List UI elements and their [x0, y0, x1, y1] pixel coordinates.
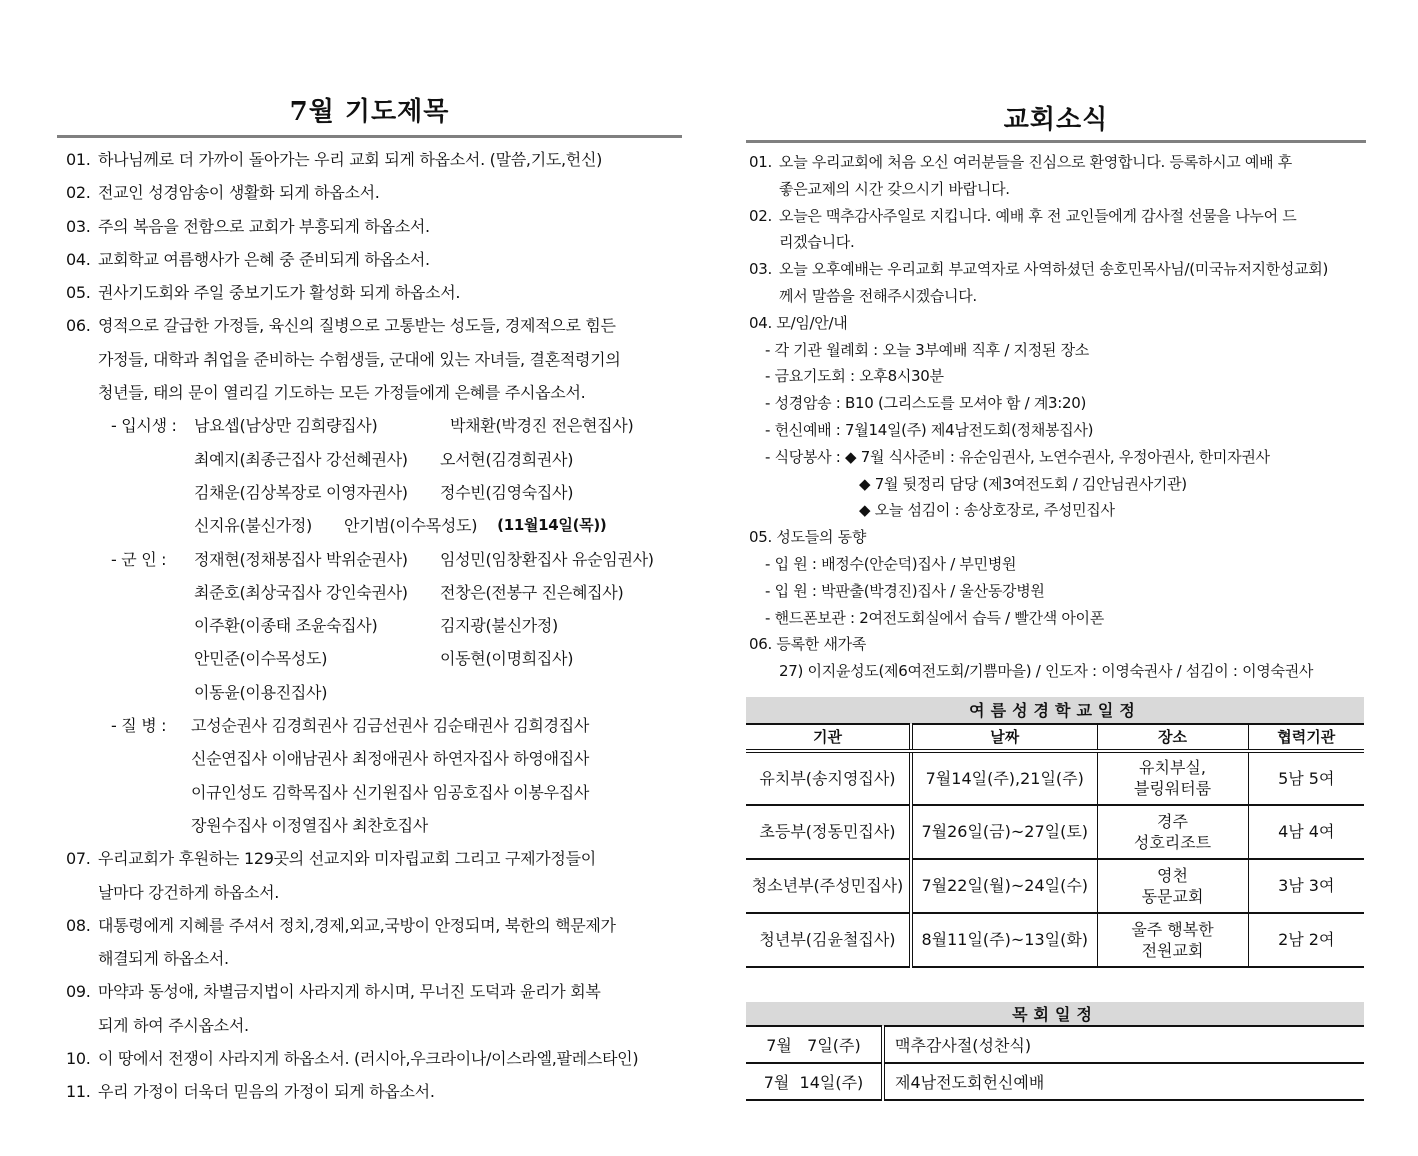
item-text: 오늘 우리교회에 처음 오신 여러분들을 진심으로 환영합니다. 등록하시고 예배 후 — [779, 153, 1292, 171]
name-entry: 안기범(이수목성도) — [344, 516, 478, 536]
table-row — [746, 805, 1364, 859]
item-text-cont: 해결되게 하옵소서. — [98, 949, 229, 969]
item-text-cont: 께서 말씀을 전해주시겠습니다. — [779, 286, 977, 305]
prayer-item — [66, 276, 682, 309]
meeting-item: - 헌신예배 : 7월14일(주) 제4남전도회(정채봉집사) — [765, 420, 1094, 439]
pastoral-table-title: 목회일정 — [746, 1002, 1364, 1026]
member-item: - 핸드폰보관 : 2여전도회실에서 습득 / 빨간색 아이폰 — [765, 608, 1104, 627]
prayer-item — [66, 176, 682, 209]
sick-names — [191, 709, 589, 842]
place-line: 유치부실, — [1139, 758, 1206, 778]
sick-group — [66, 709, 682, 842]
item-number: 02. — [749, 206, 772, 225]
item-text-cont: 되게 하여 주시옵소서. — [98, 1015, 249, 1035]
item-text-cont: 리겠습니다. — [779, 233, 855, 252]
prayer-item — [66, 309, 682, 409]
item-number: 02. — [66, 183, 91, 203]
name-entry: 김지광(불신가정) — [440, 616, 558, 636]
date-cell: 7월 7일(주) — [746, 1026, 883, 1063]
vbs-schedule-table — [746, 697, 1364, 968]
place-line: 울주 행복한 — [1131, 919, 1214, 939]
prayer-topics-section — [57, 90, 682, 1109]
prayer-list — [57, 143, 682, 1109]
item-text: 전교인 성경암송이 생활화 되게 하옵소서. — [98, 183, 380, 203]
prayer-topics-title: 7월 기도제목 — [289, 97, 450, 127]
item-text: 대통령에게 지혜를 주셔서 정치,경제,외교,국방이 안정되며, 북한의 핵문제가 — [98, 915, 616, 935]
students-group — [66, 409, 682, 542]
item-text: 오늘은 맥추감사주일로 지킵니다. 예배 후 전 교인들에게 감사절 선물을 나누어 드 — [779, 206, 1297, 225]
news-list — [746, 149, 1366, 685]
name-line: 신순연집사 이애남권사 최정애권사 하연자집사 하영애집사 — [191, 749, 590, 769]
title-divider — [57, 135, 682, 138]
item-text: 교회학교 여름행사가 은혜 중 준비되게 하옵소서. — [98, 249, 430, 269]
item-number: 10. — [66, 1049, 91, 1069]
item-text: 오늘 오후예배는 우리교회 부교역자로 사역하셨던 송호민목사님/(미국뉴저지한성교회) — [779, 260, 1329, 279]
item-number: 03. — [749, 260, 772, 279]
prayer-item — [66, 842, 682, 909]
members-heading: 05. 성도들의 동향 — [749, 528, 867, 547]
prayer-item — [66, 1075, 682, 1108]
table-row — [746, 913, 1364, 967]
meeting-item: - 식당봉사 : ◆ 7월 식사준비 : 유순임권사, 노연수권사, 우정아권사, 한미자권사 — [765, 447, 1270, 466]
name-entry: 이주환(이종태 조윤숙집사) — [194, 616, 378, 636]
church-news-section — [746, 100, 1366, 1101]
meetings-heading: 04. 모/임/안/내 — [749, 313, 848, 332]
table-row — [746, 751, 1364, 805]
item-text-cont: 좋은교제의 시간 갖으시기 바랍니다. — [779, 179, 1010, 198]
dept-cell: 초등부(정동민집사) — [746, 805, 911, 859]
item-text-cont: 가정들, 대학과 취업을 준비하는 수험생들, 군대에 있는 자녀들, 결혼적령기의 — [98, 349, 621, 369]
col-header-dept: 기관 — [746, 724, 911, 751]
item-text: 주의 복음을 전함으로 교회가 부흥되게 하옵소서. — [98, 216, 430, 236]
meeting-item: - 성경암송 : B10 (그리스도를 모셔야 함 / 계3:20) — [765, 394, 1087, 413]
item-text: 영적으로 갈급한 가정들, 육신의 질병으로 고통받는 성도들, 경제적으로 힘든 — [98, 316, 616, 336]
member-item: - 입 원 : 배정수(안순덕)집사 / 부민병원 — [765, 554, 1017, 573]
dept-cell: 청소년부(주성민집사) — [746, 859, 911, 913]
date-cell: 7월26일(금)~27일(토) — [911, 805, 1097, 859]
place-line: 영천 — [1157, 865, 1188, 885]
item-number: 01. — [749, 153, 772, 171]
item-number: 03. — [66, 216, 91, 236]
item-number: 07. — [66, 849, 91, 869]
name-entry: 전창은(전봉구 진은혜집사) — [440, 582, 624, 602]
meeting-item: - 각 기관 월례회 : 오늘 3부예배 직후 / 지정된 장소 — [765, 340, 1089, 359]
news-item — [749, 149, 1366, 203]
staff-cell: 2남 2여 — [1248, 913, 1364, 967]
item-number: 11. — [66, 1082, 91, 1102]
name-line: 장원수집사 이정열집사 최찬호집사 — [191, 815, 428, 835]
item-number: 01. — [66, 150, 91, 169]
date-cell: 8월11일(주)~13일(화) — [911, 913, 1097, 967]
item-number: 08. — [66, 915, 91, 935]
soldiers-names — [194, 543, 654, 709]
place-line: 성호리조트 — [1133, 832, 1212, 852]
item-text: 권사기도회와 주일 중보기도가 활성화 되게 하옵소서. — [98, 283, 461, 303]
place-line: 전원교회 — [1141, 940, 1204, 960]
soldiers-label: - 군 인 : — [111, 549, 167, 569]
prayer-item — [66, 1042, 682, 1075]
name-line: 이규인성도 김학목집사 신기원집사 임공호집사 이봉우집사 — [191, 782, 590, 802]
place-cell — [1097, 859, 1248, 913]
meeting-bullet: ◆ 7월 뒷정리 담당 (제3여전도회 / 김안님권사기관) — [859, 474, 1187, 493]
place-line: 블링워터룸 — [1133, 779, 1212, 799]
name-entry: 박채환(박경진 전은현집사) — [450, 416, 634, 436]
date-cell: 7월 14일(주) — [746, 1063, 883, 1100]
place-line: 경주 — [1157, 811, 1188, 831]
prayer-item — [66, 909, 682, 976]
place-line: 동문교회 — [1141, 886, 1204, 906]
name-entry: 오서현(김경희권사) — [440, 449, 574, 469]
prayer-item — [66, 143, 682, 176]
title-divider — [746, 140, 1366, 143]
staff-cell: 3남 3여 — [1248, 859, 1364, 913]
meeting-item: - 금요기도회 : 오후8시30분 — [765, 367, 944, 386]
name-entry: 신지유(불신가정) — [194, 516, 312, 536]
prayer-item — [66, 243, 682, 276]
name-entry: 남요셉(남상만 김희량집사) — [194, 416, 378, 436]
event-cell: 맥추감사절(성찬식) — [883, 1026, 1364, 1063]
name-entry: 이동윤(이용진집사) — [194, 682, 328, 702]
name-entry: 최예지(최종근집사 강선혜권사) — [194, 449, 408, 469]
students-names — [194, 409, 633, 542]
col-header-staff: 협력기관 — [1248, 724, 1364, 751]
name-entry: 이동현(이명희집사) — [440, 649, 574, 669]
item-text-cont: 청년들, 태의 문이 열리길 기도하는 모든 가정들에게 은혜를 주시옵소서. — [98, 383, 586, 403]
exam-date-note: (11월14일(목)) — [497, 516, 607, 535]
staff-cell: 4남 4여 — [1248, 805, 1364, 859]
name-entry: 안민준(이수목성도) — [194, 649, 328, 669]
newfamily-item: 27) 이지윤성도(제6여전도회/기쁨마을) / 인도자 : 이영숙권사 / 섬김이 : 이영숙권사 — [779, 662, 1314, 681]
item-text-cont: 날마다 강건하게 하옵소서. — [98, 882, 280, 902]
dept-cell: 청년부(김윤철집사) — [746, 913, 911, 967]
col-header-place: 장소 — [1097, 724, 1248, 751]
member-item: - 입 원 : 박판출(박경진)집사 / 울산동강병원 — [765, 581, 1045, 600]
name-entry: 임성민(임창환집사 유순임권사) — [440, 549, 654, 569]
name-entry: 김채운(김상복장로 이영자권사) — [194, 482, 408, 502]
item-text: 우리교회가 후원하는 129곳의 선교지와 미자립교회 그리고 구제가정들이 — [98, 849, 596, 869]
vbs-table-title: 여름성경학교일정 — [746, 697, 1364, 724]
prayer-item — [66, 975, 682, 1042]
news-item — [749, 203, 1366, 257]
item-text: 하나님께로 더 가까이 돌아가는 우리 교회 되게 하옵소서. (말씀,기도,헌신) — [98, 150, 603, 169]
dept-cell: 유치부(송지영집사) — [746, 751, 911, 805]
col-header-date: 날짜 — [911, 724, 1097, 751]
name-entry: 최준호(최상국집사 강인숙권사) — [194, 582, 408, 602]
prayer-item — [66, 210, 682, 243]
students-label: - 입시생 : — [111, 416, 177, 436]
item-number: 04. — [66, 249, 91, 269]
item-text: 이 땅에서 전쟁이 사라지게 하옵소서. (러시아,우크라이나/이스라엘,팔레스타인) — [98, 1049, 639, 1069]
item-number: 05. — [66, 283, 91, 303]
date-cell: 7월22일(월)~24일(수) — [911, 859, 1097, 913]
table-row — [746, 1063, 1364, 1100]
pastoral-schedule-table — [746, 1002, 1364, 1101]
place-cell — [1097, 751, 1248, 805]
place-cell — [1097, 805, 1248, 859]
table-row — [746, 859, 1364, 913]
soldiers-group — [66, 543, 682, 710]
item-text: 우리 가정이 더욱더 믿음의 가정이 되게 하옵소서. — [98, 1082, 435, 1102]
meeting-bullet: ◆ 오늘 섬김이 : 송상호장로, 주성민집사 — [859, 501, 1115, 520]
table-row — [746, 1026, 1364, 1063]
name-entry: 정재현(정채봉집사 박위순권사) — [194, 549, 408, 569]
name-line: 고성순권사 김경희권사 김금선권사 김순태권사 김희경집사 — [191, 716, 590, 736]
church-news-title: 교회소식 — [1003, 105, 1109, 135]
staff-cell: 5남 5여 — [1248, 751, 1364, 805]
place-cell — [1097, 913, 1248, 967]
item-number: 06. — [66, 316, 91, 336]
event-cell: 제4남전도회헌신예배 — [883, 1063, 1364, 1100]
newfamily-heading: 06. 등록한 새가족 — [749, 635, 867, 654]
date-cell: 7월14일(주),21일(주) — [911, 751, 1097, 805]
sick-label: - 질 병 : — [111, 716, 167, 736]
item-number: 09. — [66, 982, 91, 1002]
item-text: 마약과 동성애, 차별금지법이 사라지게 하시며, 무너진 도덕과 윤리가 회복 — [98, 982, 601, 1002]
news-item — [749, 256, 1366, 310]
name-entry: 정수빈(김영숙집사) — [440, 482, 574, 502]
